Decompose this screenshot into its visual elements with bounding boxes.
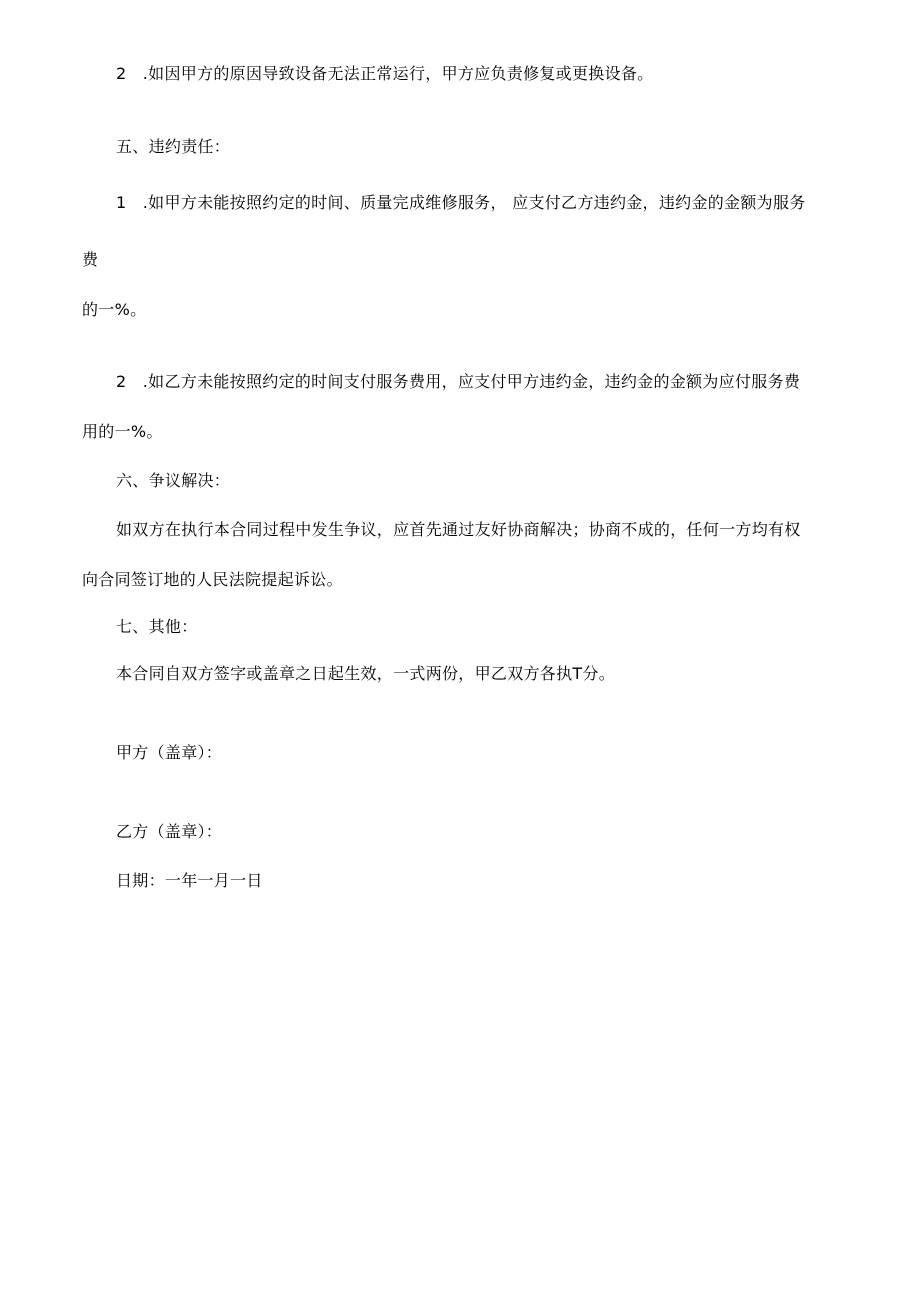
section-6-body-line2: 向合同签订地的人民法院提起诉讼。 bbox=[82, 570, 343, 589]
clause-5-item-2-line1: 2 .如乙方未能按照约定的时间支付服务费用，应支付甲方违约金，违约金的金额为应付服务费 bbox=[116, 372, 801, 391]
clause-5-item-1-line1: 1 .如甲方未能按照约定的时间、质量完成维修服务， 应支付乙方违约金，违约金的金额为服务 bbox=[116, 193, 806, 212]
clause-5-item-1-line2: 费 bbox=[82, 250, 99, 269]
clause-5-item-2-line2: 用的一%。 bbox=[82, 422, 163, 441]
clause-4-item-2: 2 .如因甲方的原因导致设备无法正常运行，甲方应负责修复或更换设备。 bbox=[116, 64, 654, 83]
section-7-heading: 七、其他： bbox=[116, 617, 198, 636]
date-line: 日期：一年一月一日 bbox=[116, 871, 263, 890]
party-b-seal: 乙方（盖章）： bbox=[116, 822, 223, 841]
section-5-heading: 五、违约责任： bbox=[116, 137, 231, 156]
clause-5-item-1-line3: 的一%。 bbox=[82, 300, 147, 319]
party-a-seal: 甲方（盖章）： bbox=[116, 743, 223, 762]
section-7-body: 本合同自双方签字或盖章之日起生效，一式两份，甲乙双方各执T分。 bbox=[116, 664, 616, 683]
section-6-body-line1: 如双方在执行本合同过程中发生争议，应首先通过友好协商解决；协商不成的，任何一方均有权 bbox=[116, 520, 801, 539]
section-6-heading: 六、争议解决： bbox=[116, 471, 231, 490]
